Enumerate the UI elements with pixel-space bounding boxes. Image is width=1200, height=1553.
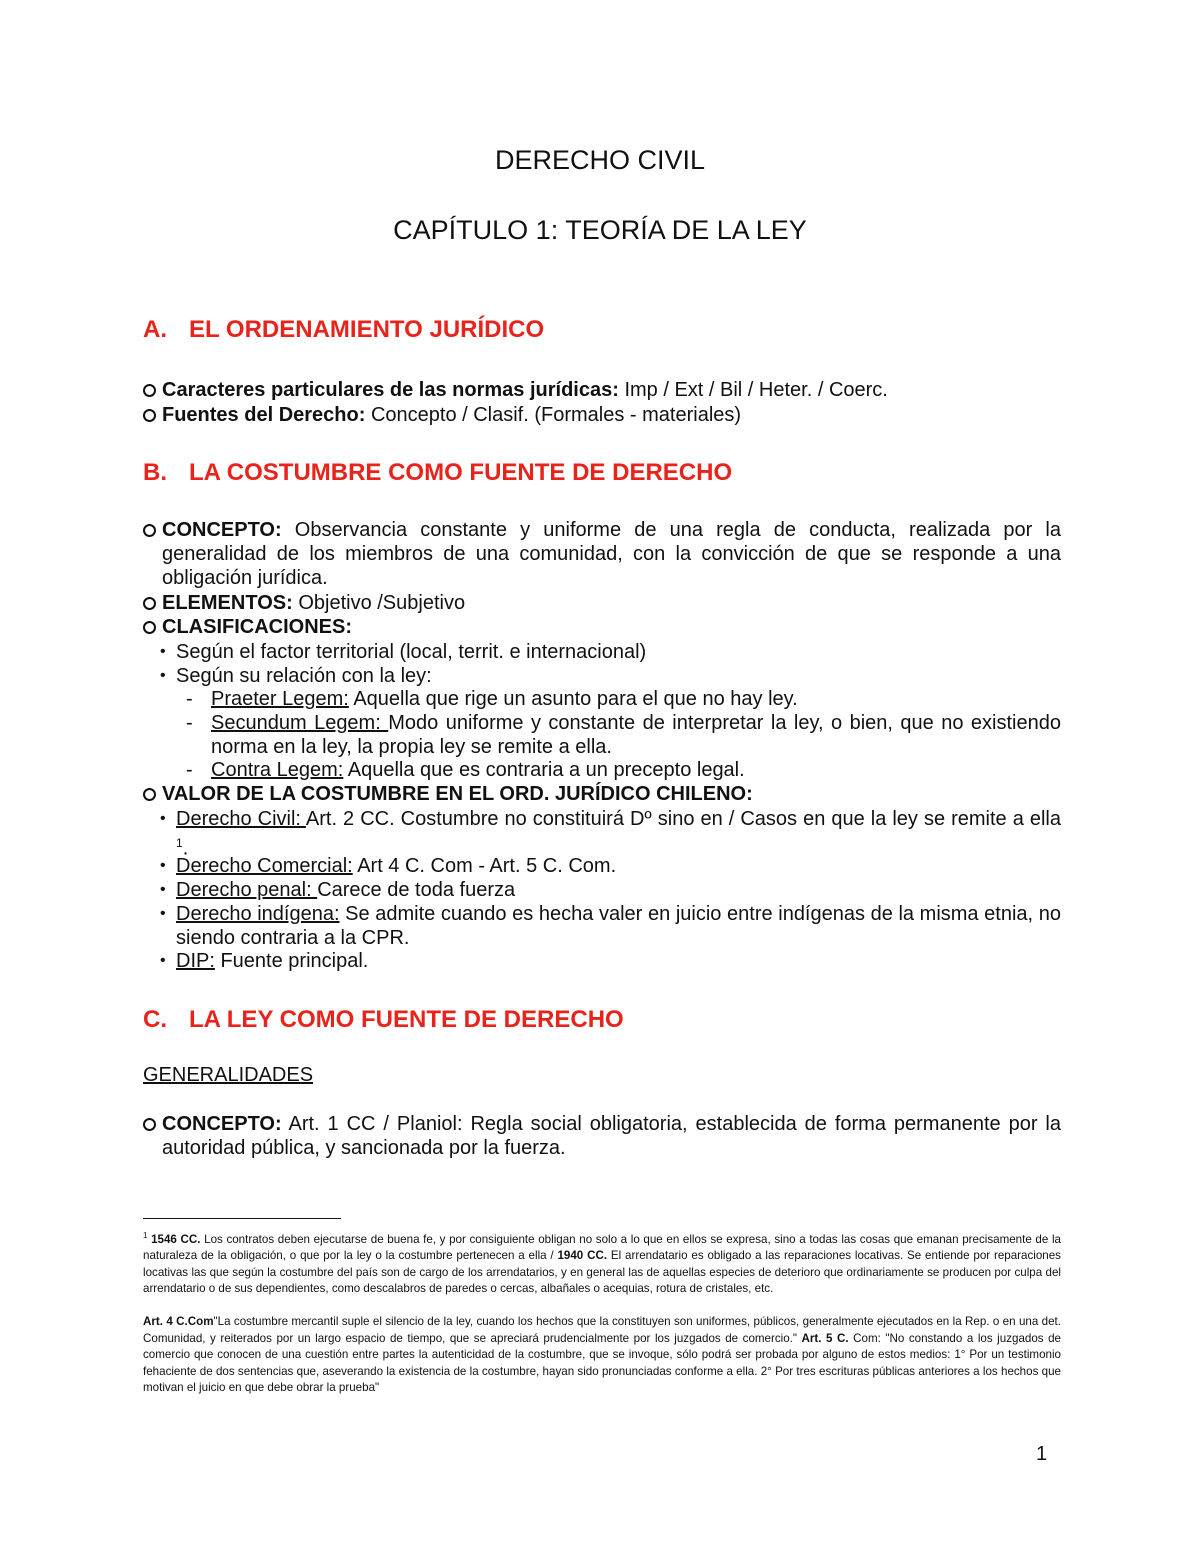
section-a-heading xyxy=(143,318,544,342)
circle-bullet-icon xyxy=(143,518,159,542)
circle-bullet-icon xyxy=(143,615,159,639)
dot-bullet-icon: • xyxy=(160,810,166,827)
footnote-1-cont: Art. 4 C.Com"La costumbre mercantil suple el silencio de la ley, cuando los hechos que la constituyen son uniformes, públicos, generalmente ejecutados en la Rep. o en una det. Comunidad, y reiterados por un largo espacio de tiempo, que se apreciará prudencialmente por los juzgados de comercio." Art. 5 C. Com: "No constando a los juzgados de comercio que conocen de una cuestión entre partes la autenticidad de la costumbre, que se invoque, sólo podrá ser probada por alguno de estos medios: 1° Por un testimonio fehaciente de dos sentencias que, aseverando la existencia de la costumbre, hayan sido pronunciadas conforme a ella. 2° Por tres escrituras públicas anteriores a los hechos que motivan el juicio en que debe obrar la prueba" xyxy=(143,1315,1062,1394)
dot-bullet-icon: • xyxy=(160,643,166,660)
list-item-concepto-ley: CONCEPTO: Art. 1 CC / Planiol: Regla social obligatoria, establecida de forma permanente por la autoridad pública, y sancionada por la fuerza. xyxy=(143,1112,1061,1160)
sub-sub-list-item: - Praeter Legem: Aquella que rige un asunto para el que no hay ley. xyxy=(186,688,798,710)
circle-bullet-icon xyxy=(143,782,159,806)
section-title: LA COSTUMBRE COMO FUENTE DE DERECHO xyxy=(189,459,733,486)
sub-list-item: • Según su relación con la ley: xyxy=(160,665,432,687)
circle-bullet-icon xyxy=(143,403,159,427)
sub-list-item: • Derecho Civil: Art. 2 CC. Costumbre no constituirá Dº sino en / Casos en que la ley se remite a ella $^1$. xyxy=(160,808,1061,860)
subheading-generalidades: GENERALIDADES xyxy=(143,1064,314,1086)
dot-bullet-icon: • xyxy=(160,905,166,922)
footnote-1: $^1$ 1546 CC. Los contratos deben ejecutarse de buena fe, y por consiguiente obligan no solo a lo que en ellos se expresa, sino a todas las cosas que emanan precisamente de la naturaleza de la obligación, o que por la ley o la costumbre pertenecen a ella / 1940 CC. El arrendatario es obligado a las reparaciones locativas. Se entiende por reparaciones locativas las que según la costumbre del país son de cargo de los arrendatarios, y en general las de aquellas especies de deterioro que ordinariamente se producen por culpa del arrendatario o de sus dependientes, como descalabros de paredes o cercas, albañales o acequias, rotura de cristales, etc. xyxy=(143,1231,1061,1296)
dot-bullet-icon: • xyxy=(160,952,166,969)
sub-list-item: • DIP: Fuente principal. xyxy=(160,950,369,972)
section-letter: B. xyxy=(143,459,167,486)
footnote-ref[interactable]: 1 xyxy=(176,836,183,850)
circle-bullet-icon xyxy=(143,591,159,615)
section-title: LA LEY COMO FUENTE DE DERECHO xyxy=(189,1006,624,1033)
list-item-elementos: ELEMENTOS: Objetivo /Subjetivo xyxy=(143,591,1061,615)
sub-list-item: • Según el factor territorial (local, territ. e internacional) xyxy=(160,641,647,663)
document-title: DERECHO CIVIL xyxy=(494,145,706,175)
circle-bullet-icon xyxy=(143,378,159,402)
dash-bullet-icon: - xyxy=(186,759,193,781)
sub-sub-list-item: - Contra Legem: Aquella que es contraria a un precepto legal. xyxy=(186,759,745,781)
circle-bullet-icon xyxy=(143,1112,159,1136)
section-b-heading xyxy=(143,461,732,485)
sub-list-item: • Derecho penal: Carece de toda fuerza xyxy=(160,879,516,901)
section-letter: A. xyxy=(143,316,167,343)
section-title: EL ORDENAMIENTO JURÍDICO xyxy=(189,316,545,343)
page-number: 1 xyxy=(1036,1443,1048,1465)
list-item-valor: VALOR DE LA COSTUMBRE EN EL ORD. JURÍDICO CHILENO: xyxy=(143,782,1061,806)
sub-list-item: • Derecho indígena: Se admite cuando es hecha valer en juicio entre indígenas de la misma etnia, no siendo contraria a la CPR. xyxy=(160,903,1061,949)
list-item-concepto: CONCEPTO: Observancia constante y uniforme de una regla de conducta, realizada por la generalidad de los miembros de una comunidad, con la convicción de que se responde a una obligación jurídica. xyxy=(143,518,1061,590)
dash-bullet-icon: - xyxy=(186,688,193,710)
list-item: Caracteres particulares de las normas jurídicas: Imp / Ext / Bil / Heter. / Coerc. xyxy=(143,378,1061,402)
sub-list-item: • Derecho Comercial: Art 4 C. Com - Art. 5 C. Com. xyxy=(160,855,617,877)
chapter-title: CAPÍTULO 1: TEORÍA DE LA LEY xyxy=(393,215,807,245)
dot-bullet-icon: • xyxy=(160,857,166,874)
dash-bullet-icon: - xyxy=(186,712,193,734)
dot-bullet-icon: • xyxy=(160,667,166,684)
list-item: Fuentes del Derecho: Concepto / Clasif. (Formales - materiales) xyxy=(143,403,1061,427)
list-item-clasificaciones: CLASIFICACIONES: xyxy=(143,615,1061,639)
section-letter: C. xyxy=(143,1006,167,1033)
footnote-divider xyxy=(143,1218,341,1219)
section-c-heading xyxy=(143,1008,624,1032)
dot-bullet-icon: • xyxy=(160,881,166,898)
sub-sub-list-item: - Secundum Legem: Modo uniforme y constante de interpretar la ley, o bien, que no existiendo norma en la ley, la propia ley se remite a ella. xyxy=(186,712,1061,758)
